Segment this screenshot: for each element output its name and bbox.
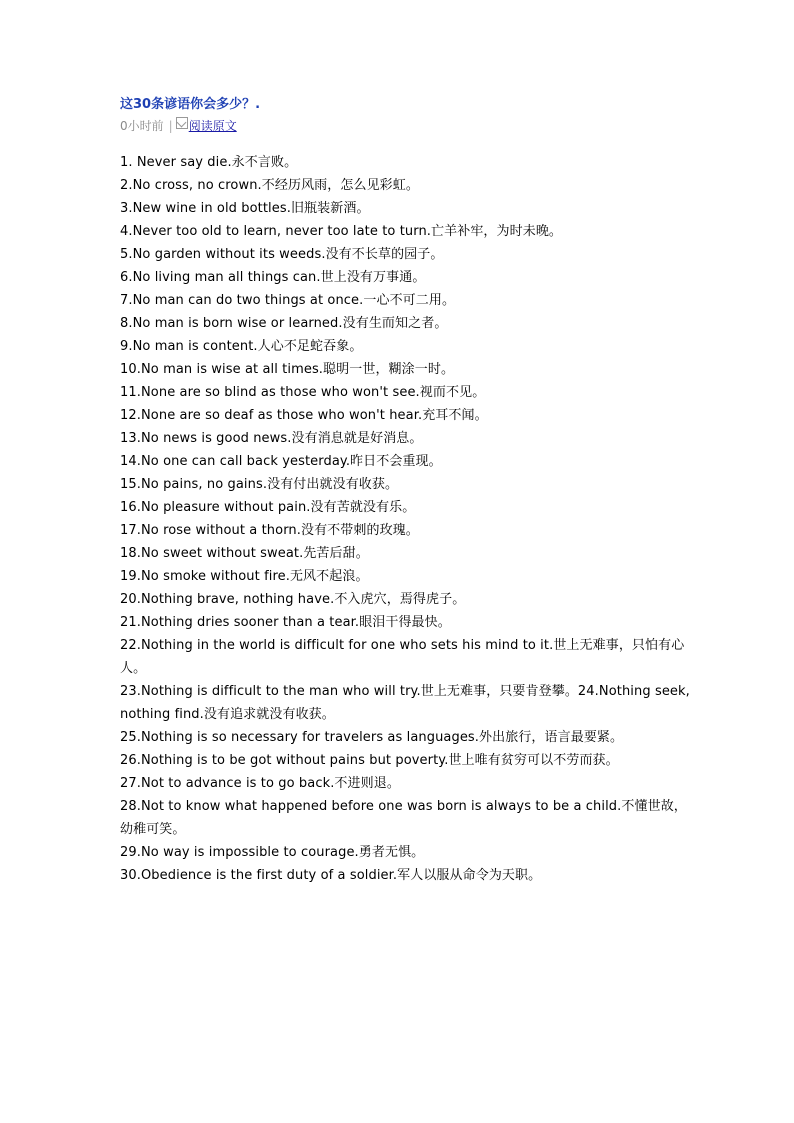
proverb-item: 21.Nothing dries sooner than a tear.眼泪干得最快。 [120,615,451,630]
proverb-item: 5.No garden without its weeds.没有不长草的园子。 [120,247,444,262]
proverb-item: 10.No man is wise at all times.聪明一世，糊涂一时。 [120,362,455,377]
proverb-item: 1. Never say die.永不言败。 [120,155,298,170]
proverb-item: 26.Nothing is to be got without pains but poverty.世上唯有贫穷可以不劳而获。 [120,753,619,768]
proverb-item: 9.No man is content.人心不足蛇吞象。 [120,339,363,354]
proverb-item: 12.None are so deaf as those who won't hear.充耳不闻。 [120,408,488,423]
proverb-item: 25.Nothing is so necessary for travelers as languages.外出旅行，语言最要紧。 [120,730,624,745]
document-page [120,96,690,887]
post-time: 0小时前 [120,119,164,133]
proverb-item: 14.No one can call back yesterday.昨日不会重现。 [120,454,442,469]
proverb-item: 15.No pains, no gains.没有付出就没有收获。 [120,477,399,492]
proverb-item: 11.None are so blind as those who won't see.视而不见。 [120,385,486,400]
read-original-link[interactable]: 阅读原文 [188,119,237,133]
proverb-item: 30.Obedience is the first duty of a soldier.军人以服从命令为天职。 [120,868,542,883]
proverb-item: 23.Nothing is difficult to the man who will try.世上无难事，只要肯登攀。24.Nothing seek, nothing find.没有追求就没有收获。 [120,684,690,722]
proverb-item: 17.No rose without a thorn.没有不带刺的玫瑰。 [120,523,419,538]
proverb-item: 16.No pleasure without pain.没有苦就没有乐。 [120,500,416,515]
proverb-item: 6.No living man all things can.世上没有万事通。 [120,270,426,285]
proverb-item: 20.Nothing brave, nothing have.不入虎穴，焉得虎子。 [120,592,466,607]
proverb-item: 22.Nothing in the world is difficult for one who sets his mind to it.世上无难事，只怕有心人。 [120,638,685,676]
proverb-item: 4.Never too old to learn, never too late to turn.亡羊补牢，为时未晚。 [120,224,563,239]
proverb-item: 8.No man is born wise or learned.没有生而知之者。 [120,316,448,331]
proverb-item: 29.No way is impossible to courage.勇者无惧。 [120,845,425,860]
article-meta [120,119,690,133]
broken-image-icon [176,117,188,129]
article-title: 这30条谚语你会多少？. [120,97,261,112]
meta-separator: | [168,119,173,133]
proverb-item: 28.Not to know what happened before one was born is always to be a child.不懂世故，幼稚可笑。 [120,799,687,837]
proverb-item: 19.No smoke without fire.无风不起浪。 [120,569,369,584]
proverb-item: 18.No sweet without sweat.先苦后甜。 [120,546,369,561]
proverb-item: 3.New wine in old bottles.旧瓶装新酒。 [120,201,370,216]
proverb-list [120,151,690,887]
proverb-item: 27.Not to advance is to go back.不进则退。 [120,776,400,791]
proverb-item: 13.No news is good news.没有消息就是好消息。 [120,431,423,446]
proverb-item: 7.No man can do two things at once.一心不可二用。 [120,293,456,308]
proverb-item: 2.No cross, no crown.不经历风雨，怎么见彩虹。 [120,178,419,193]
